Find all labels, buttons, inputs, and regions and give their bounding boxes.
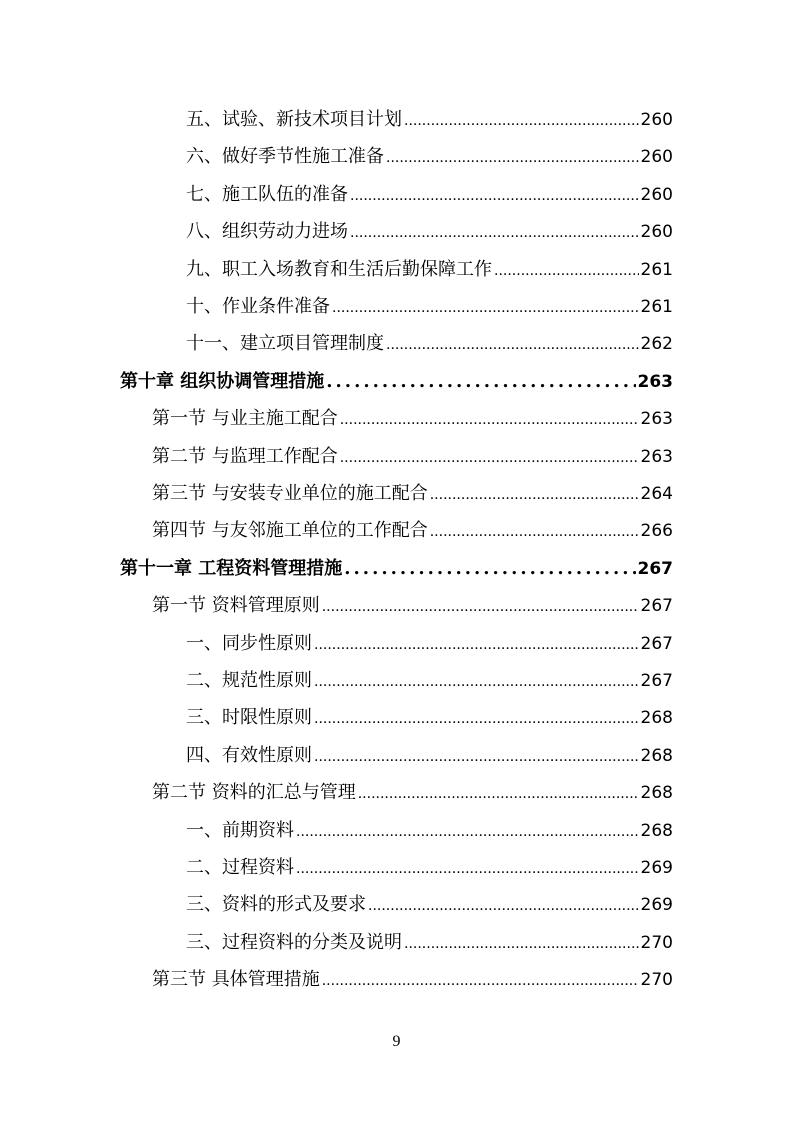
toc-dot-leader: [314, 631, 639, 659]
toc-subsection-entry[interactable]: [186, 854, 673, 882]
toc-dot-leader: [296, 818, 639, 846]
toc-entry-label: 十一、建立项目管理制度: [186, 333, 384, 355]
toc-subsection-entry[interactable]: [186, 106, 673, 134]
toc-entry-page: 263: [640, 409, 673, 430]
toc-dot-leader: [350, 219, 639, 247]
toc-entry-label: 六、做好季节性施工准备: [186, 146, 384, 168]
toc-entry-page: 264: [640, 484, 673, 504]
toc-dot-leader: [296, 855, 639, 883]
toc-entry-page: 267: [640, 671, 673, 691]
toc-dot-leader: [368, 892, 639, 920]
toc-subsection-entry[interactable]: [186, 256, 673, 284]
toc-dot-leader: [322, 967, 639, 995]
toc-entry-page: 269: [640, 858, 673, 878]
toc-subsection-entry[interactable]: [186, 929, 673, 957]
toc-entry-page: 263: [640, 446, 673, 467]
toc-dot-leader: [314, 668, 639, 696]
toc-entry-label: 第四节 与友邻施工单位的工作配合: [152, 520, 428, 542]
toc-entry-page: 261: [640, 297, 673, 317]
toc-entry-label: 第三节 与安装专业单位的施工配合: [152, 483, 428, 504]
toc-subsection-entry[interactable]: [186, 143, 673, 171]
toc-dot-leader: [340, 444, 639, 472]
toc-section-entry[interactable]: [152, 480, 673, 508]
toc-chapter-entry[interactable]: [120, 555, 673, 583]
toc-section-entry[interactable]: [152, 405, 673, 433]
toc-section-entry[interactable]: [152, 966, 673, 994]
toc-dot-leader: [430, 481, 639, 509]
toc-subsection-entry[interactable]: [186, 218, 673, 246]
toc-entry-label: 三、时限性原则: [186, 707, 312, 729]
toc-dot-leader: [386, 144, 639, 172]
toc-entry-label: 二、过程资料: [186, 857, 294, 878]
toc-entry-page: 261: [640, 259, 673, 280]
toc-entry-label: 四、有效性原则: [186, 744, 312, 766]
toc-entry-page: 268: [640, 745, 673, 766]
toc-chapter-entry[interactable]: [120, 368, 673, 396]
toc-dot-leader: [358, 780, 639, 808]
toc-entry-label: 八、组织劳动力进场: [186, 221, 348, 243]
toc-dot-leader: [326, 368, 635, 396]
toc-dot-leader: [314, 705, 639, 733]
toc-dot-leader: [404, 930, 639, 958]
toc-entry-label: 第十一章 工程资料管理措施: [120, 557, 343, 579]
toc-entry-label: 五、试验、新技术项目计划: [186, 109, 402, 130]
toc-subsection-entry[interactable]: [186, 742, 673, 770]
toc-dot-leader: [404, 107, 639, 135]
toc-entry-label: 第二节 与监理工作配合: [152, 445, 338, 467]
toc-section-entry[interactable]: [152, 779, 673, 807]
toc-section-entry[interactable]: [152, 592, 673, 620]
toc-dot-leader: [386, 331, 639, 359]
toc-entry-page: 263: [637, 371, 673, 392]
toc-entry-label: 二、规范性原则: [186, 670, 312, 691]
toc-entry-page: 267: [640, 633, 673, 654]
toc-entry-label: 第一节 与业主施工配合: [152, 408, 338, 430]
toc-dot-leader: [344, 555, 635, 583]
toc-entry-page: 260: [640, 110, 673, 130]
toc-entry-page: 266: [640, 521, 673, 542]
toc-subsection-entry[interactable]: [186, 667, 673, 695]
toc-section-entry[interactable]: [152, 443, 673, 471]
toc-subsection-entry[interactable]: [186, 704, 673, 732]
toc-entry-label: 一、前期资料: [186, 819, 294, 841]
toc-subsection-entry[interactable]: [186, 181, 673, 209]
toc-dot-leader: [332, 294, 639, 322]
toc-subsection-entry[interactable]: [186, 891, 673, 919]
toc-subsection-entry[interactable]: [186, 817, 673, 845]
toc-entry-page: 268: [640, 820, 673, 841]
toc-entry-page: 270: [640, 932, 673, 953]
toc-entry-label: 七、施工队伍的准备: [186, 183, 348, 205]
toc-entry-label: 第二节 资料的汇总与管理: [152, 782, 356, 804]
toc-entry-page: 267: [640, 596, 673, 617]
toc-subsection-entry[interactable]: [186, 330, 673, 358]
toc-entry-page: 270: [640, 970, 673, 991]
toc-entry-page: 267: [637, 558, 673, 579]
toc-subsection-entry[interactable]: [186, 630, 673, 658]
toc-entry-page: 269: [640, 895, 673, 916]
toc-entry-page: 268: [640, 708, 673, 729]
toc-entry-label: 十、作业条件准备: [186, 296, 330, 317]
toc-dot-leader: [350, 182, 639, 210]
toc-entry-page: 268: [640, 783, 673, 804]
toc-entry-label: 一、同步性原则: [186, 632, 312, 654]
toc-entry-page: 260: [640, 222, 673, 243]
toc-entry-page: 260: [640, 184, 673, 205]
toc-entry-label: 三、过程资料的分类及说明: [186, 931, 402, 953]
toc-entry-page: 262: [640, 334, 673, 355]
toc-dot-leader: [494, 257, 639, 285]
toc-subsection-entry[interactable]: [186, 293, 673, 321]
toc-entry-page: 260: [640, 147, 673, 168]
toc-dot-leader: [322, 593, 639, 621]
toc-entry-label: 第三节 具体管理措施: [152, 969, 320, 991]
toc-section-entry[interactable]: [152, 517, 673, 545]
toc-entry-label: 第一节 资料管理原则: [152, 595, 320, 617]
page-number: 9: [392, 1033, 401, 1050]
toc-dot-leader: [340, 406, 639, 434]
toc-entry-label: 三、资料的形式及要求: [186, 894, 366, 916]
toc-dot-leader: [430, 518, 639, 546]
toc-dot-leader: [314, 743, 639, 771]
toc-entry-label: 第十章 组织协调管理措施: [120, 370, 325, 392]
toc-entry-label: 九、职工入场教育和生活后勤保障工作: [186, 258, 492, 280]
